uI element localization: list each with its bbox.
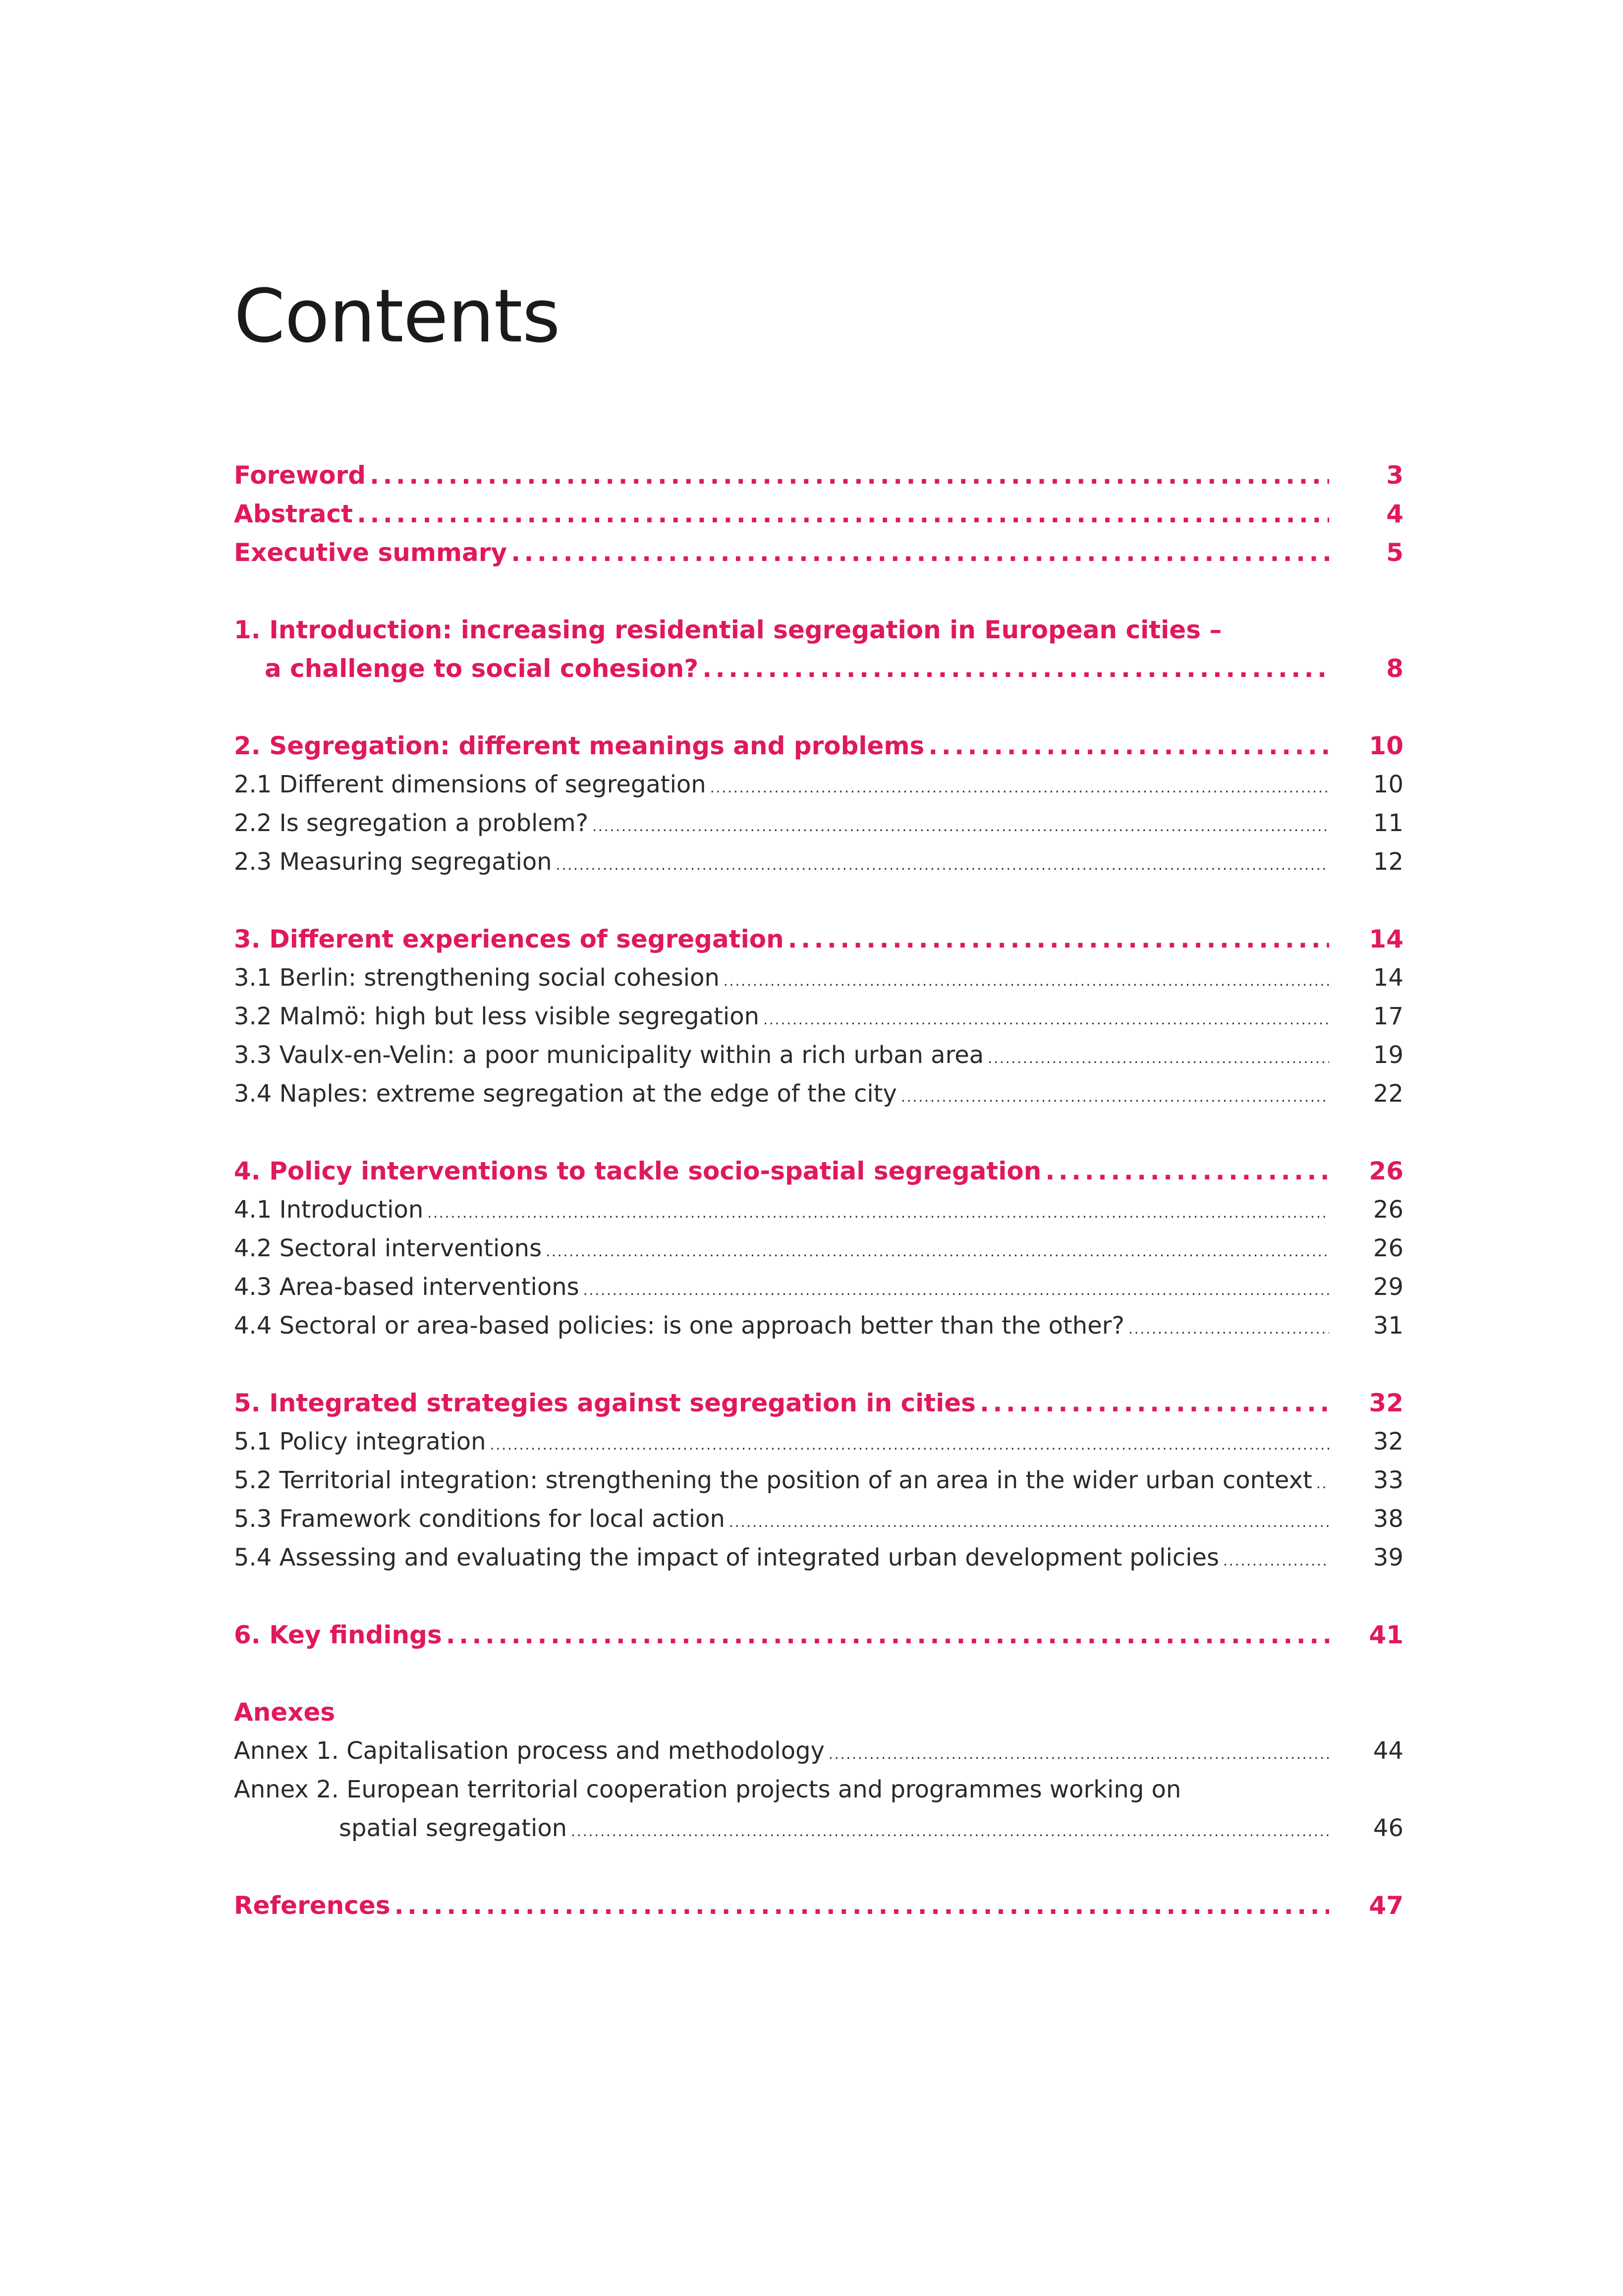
toc-entry-section-4[interactable] bbox=[234, 1152, 1403, 1190]
toc-page-number: 44 bbox=[1373, 1737, 1403, 1765]
toc-label: References bbox=[234, 1891, 394, 1920]
toc-page-number: 29 bbox=[1373, 1273, 1403, 1301]
toc-entry-section-2[interactable] bbox=[234, 727, 1403, 765]
toc-page-number: 26 bbox=[1369, 1157, 1403, 1185]
toc-page-number: 22 bbox=[1373, 1080, 1403, 1108]
toc-entry-5-4[interactable] bbox=[234, 1538, 1403, 1577]
toc-label: 4. Policy interventions to tackle socio-spatial segregation bbox=[234, 1157, 1045, 1185]
toc-page-number: 33 bbox=[1373, 1466, 1403, 1494]
page-title: Contents bbox=[234, 274, 560, 359]
toc-label: 3.4 Naples: extreme segregation at the edge of the city bbox=[234, 1080, 901, 1108]
toc-label: 5.2 Territorial integration: strengthening the position of an area in the wider urban context bbox=[234, 1466, 1316, 1494]
toc-page-number: 47 bbox=[1369, 1891, 1403, 1920]
toc-page-number: 32 bbox=[1369, 1389, 1403, 1417]
toc-entry-annex-2-line1[interactable] bbox=[234, 1770, 1403, 1809]
toc-entry-5-3[interactable] bbox=[234, 1500, 1403, 1538]
toc-entry-foreword[interactable] bbox=[234, 456, 1403, 495]
toc-label: Annex 2. European territorial cooperation projects and programmes working on bbox=[234, 1776, 1185, 1803]
toc-page-number: 41 bbox=[1369, 1621, 1403, 1649]
toc-label: 3.3 Vaulx-en-Velin: a poor municipality within a rich urban area bbox=[234, 1041, 988, 1069]
toc-entry-3-3[interactable] bbox=[234, 1036, 1403, 1074]
toc-entry-executive-summary[interactable] bbox=[234, 533, 1403, 572]
toc-label: Foreword bbox=[234, 461, 370, 490]
toc-page-number: 19 bbox=[1373, 1041, 1403, 1069]
toc-label: Anexes bbox=[234, 1698, 339, 1727]
toc-label: 6. Key findings bbox=[234, 1621, 446, 1649]
toc-page-number: 14 bbox=[1373, 964, 1403, 992]
toc-label: spatial segregation bbox=[339, 1814, 571, 1842]
toc-entry-4-1[interactable] bbox=[234, 1190, 1403, 1229]
toc-page-number: 17 bbox=[1373, 1003, 1403, 1030]
toc-label: 3.2 Malmö: high but less visible segregation bbox=[234, 1003, 763, 1030]
toc-page-number: 14 bbox=[1369, 925, 1403, 953]
toc-page-number: 26 bbox=[1373, 1196, 1403, 1224]
toc-annexes-heading bbox=[234, 1693, 1403, 1732]
toc-label: Annex 1. Capitalisation process and methodology bbox=[234, 1737, 829, 1765]
toc-entry-3-2[interactable] bbox=[234, 997, 1403, 1036]
toc-label: a challenge to social cohesion? bbox=[265, 654, 702, 683]
toc-label: 5. Integrated strategies against segregation in cities bbox=[234, 1389, 980, 1417]
toc-entry-3-1[interactable] bbox=[234, 958, 1403, 997]
toc-label: 3.1 Berlin: strengthening social cohesion bbox=[234, 964, 724, 992]
toc-entry-4-3[interactable] bbox=[234, 1268, 1403, 1306]
toc-entry-references[interactable] bbox=[234, 1886, 1403, 1925]
toc-page-number: 26 bbox=[1373, 1234, 1403, 1262]
toc-entry-annex-1[interactable] bbox=[234, 1732, 1403, 1770]
toc-label: 3. Different experiences of segregation bbox=[234, 925, 788, 953]
toc-label: 2.1 Different dimensions of segregation bbox=[234, 771, 710, 798]
toc-entry-4-4[interactable] bbox=[234, 1306, 1403, 1345]
toc-page-number: 32 bbox=[1373, 1428, 1403, 1456]
toc-label: 4.4 Sectoral or area-based policies: is one approach better than the other? bbox=[234, 1312, 1128, 1340]
toc-page-number: 39 bbox=[1373, 1544, 1403, 1571]
toc-page-number: 10 bbox=[1369, 731, 1403, 760]
toc-entry-section-1-line2[interactable] bbox=[234, 649, 1403, 688]
toc-entry-section-1-line1[interactable] bbox=[234, 611, 1403, 649]
toc-page-number: 11 bbox=[1373, 809, 1403, 837]
toc-label: 2. Segregation: different meanings and problems bbox=[234, 731, 928, 760]
toc-label: 2.3 Measuring segregation bbox=[234, 848, 556, 876]
toc-entry-annex-2-line2[interactable] bbox=[234, 1809, 1403, 1848]
toc-entry-4-2[interactable] bbox=[234, 1229, 1403, 1268]
toc-entry-3-4[interactable] bbox=[234, 1074, 1403, 1113]
toc-entry-abstract[interactable] bbox=[234, 495, 1403, 533]
toc-page-number: 46 bbox=[1373, 1814, 1403, 1842]
toc-page-number: 31 bbox=[1373, 1312, 1403, 1340]
toc-label: 4.2 Sectoral interventions bbox=[234, 1234, 546, 1262]
toc-label: 1. Introduction: increasing residential segregation in European cities – bbox=[234, 616, 1226, 644]
toc-entry-2-3[interactable] bbox=[234, 842, 1403, 881]
toc-label: Abstract bbox=[234, 500, 357, 528]
toc-label: 2.2 Is segregation a problem? bbox=[234, 809, 592, 837]
toc-entry-section-3[interactable] bbox=[234, 920, 1403, 958]
toc-label: Executive summary bbox=[234, 538, 511, 567]
toc-page-number: 8 bbox=[1386, 654, 1403, 683]
toc-label: 5.1 Policy integration bbox=[234, 1428, 490, 1456]
toc-entry-section-5[interactable] bbox=[234, 1384, 1403, 1422]
toc-entry-2-2[interactable] bbox=[234, 804, 1403, 842]
toc-page-number: 38 bbox=[1373, 1505, 1403, 1533]
toc-page-number: 5 bbox=[1386, 538, 1403, 567]
toc-page-number: 10 bbox=[1373, 771, 1403, 798]
toc-label: 5.3 Framework conditions for local action bbox=[234, 1505, 729, 1533]
toc-page-number: 3 bbox=[1386, 461, 1403, 490]
toc-label: 4.1 Introduction bbox=[234, 1196, 427, 1224]
toc-entry-2-1[interactable] bbox=[234, 765, 1403, 804]
toc-entry-section-6[interactable] bbox=[234, 1616, 1403, 1654]
toc-entry-5-2[interactable] bbox=[234, 1461, 1403, 1500]
table-of-contents bbox=[234, 456, 1403, 1925]
toc-label: 4.3 Area-based interventions bbox=[234, 1273, 583, 1301]
toc-entry-5-1[interactable] bbox=[234, 1422, 1403, 1461]
toc-page-number: 4 bbox=[1386, 500, 1403, 528]
toc-page-number: 12 bbox=[1373, 848, 1403, 876]
toc-label: 5.4 Assessing and evaluating the impact of integrated urban development policies bbox=[234, 1544, 1223, 1571]
